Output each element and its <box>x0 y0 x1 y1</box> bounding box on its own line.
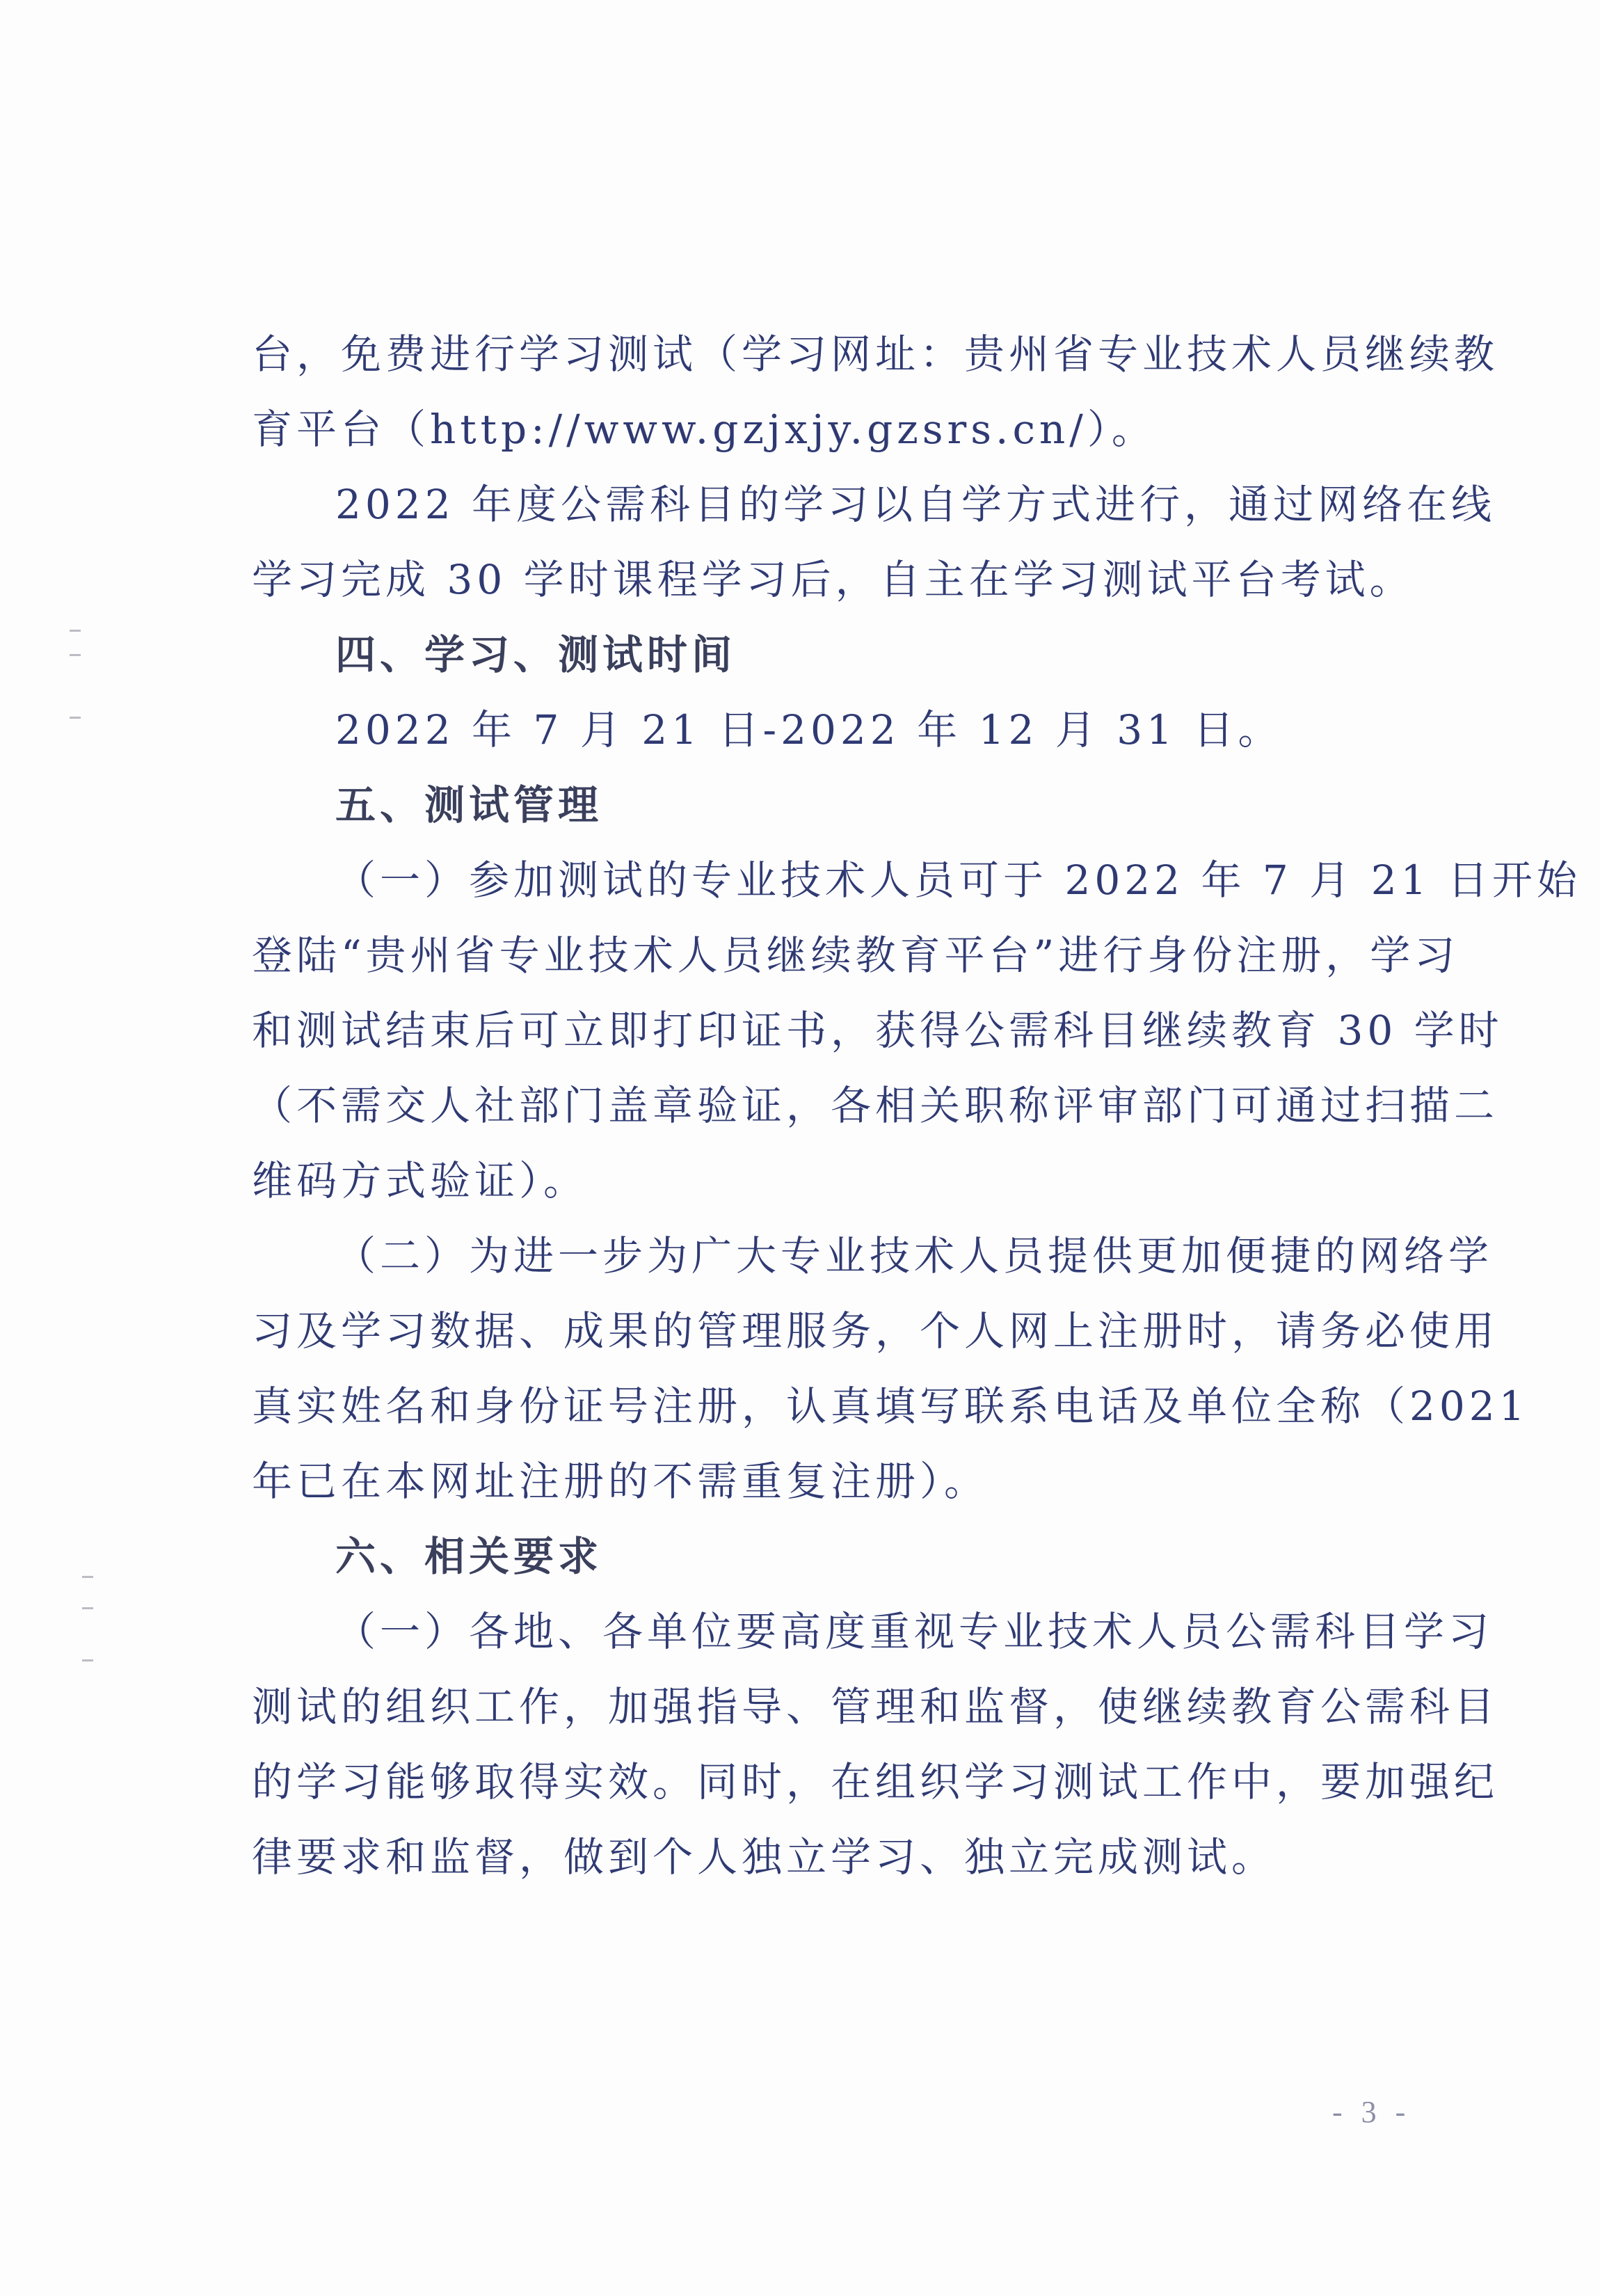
body-text-line: 习及学习数据、成果的管理服务，个人网上注册时，请务必使用 <box>252 1307 1499 1355</box>
margin-mark <box>82 1659 93 1661</box>
margin-mark <box>82 1607 93 1609</box>
section-heading: 六、相关要求 <box>335 1533 603 1580</box>
margin-mark <box>82 1576 93 1578</box>
margin-mark <box>70 717 81 719</box>
paragraph-start-line: （二）为进一步为广大专业技术人员提供更加便捷的网络学 <box>335 1232 1494 1279</box>
body-text-line: 和测试结束后可立即打印证书，获得公需科目继续教育 30 学时 <box>252 1007 1503 1054</box>
body-text-line: 测试的组织工作，加强指导、管理和监督，使继续教育公需科目 <box>252 1683 1499 1730</box>
section-heading: 五、测试管理 <box>335 781 603 829</box>
paragraph-start-line: （一）各地、各单位要高度重视专业技术人员公需科目学习 <box>335 1608 1494 1655</box>
margin-mark <box>70 630 81 632</box>
margin-mark <box>70 654 81 656</box>
section-heading: 四、学习、测试时间 <box>335 631 737 678</box>
document-body <box>252 317 1581 1895</box>
body-text-line: 学习完成 30 学时课程学习后，自主在学习测试平台考试。 <box>252 556 1414 603</box>
body-text-line: 年已在本网址注册的不需重复注册）。 <box>252 1458 989 1505</box>
body-text-line: 真实姓名和身份证号注册，认真填写联系电话及单位全称（2021 <box>252 1382 1529 1430</box>
body-text-line: 的学习能够取得实效。同时，在组织学习测试工作中，要加强纪 <box>252 1758 1499 1805</box>
paragraph-start-line: （一）参加测试的专业技术人员可于 2022 年 7 月 21 日开始 <box>335 856 1581 904</box>
body-text-line: 律要求和监督，做到个人独立学习、独立完成测试。 <box>252 1833 1277 1881</box>
page-number: - 3 - <box>1332 2095 1411 2129</box>
body-text-line: （不需交人社部门盖章验证，各相关职称评审部门可通过扫描二 <box>252 1082 1499 1129</box>
paragraph-start-line: 2022 年 7 月 21 日-2022 年 12 月 31 日。 <box>335 706 1283 754</box>
body-text-line: 台，免费进行学习测试（学习网址：贵州省专业技术人员继续教 <box>252 330 1499 378</box>
body-text-line: 维码方式验证）。 <box>252 1157 589 1204</box>
paragraph-start-line: 2022 年度公需科目的学习以自学方式进行，通过网络在线 <box>335 481 1496 528</box>
body-text-line: 登陆“贵州省专业技术人员继续教育平台”进行身份注册，学习 <box>252 932 1459 979</box>
body-text-line: 育平台（http://www.gzjxjy.gzsrs.cn/）。 <box>252 406 1156 453</box>
